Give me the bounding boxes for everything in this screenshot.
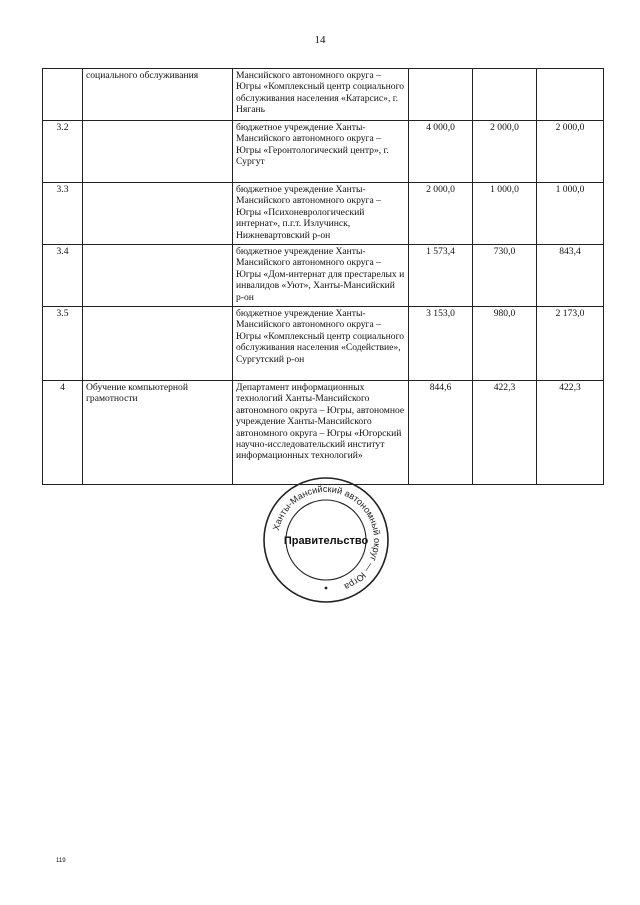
value-2-cell: 1 000,0 xyxy=(537,183,604,245)
table-row xyxy=(43,69,604,121)
measure-name-cell xyxy=(83,183,233,245)
value-1-cell: 980,0 xyxy=(473,307,537,381)
page-number: 14 xyxy=(314,34,326,46)
value-1-cell: 2 000,0 xyxy=(473,121,537,183)
organization-cell: Департамент информационных технологий Ханты-Мансийского автономного округа – Югры, автономное учреждение Ханты-Мансийского автономного округа – Югры «Югорский научно-исследовательский институт информационных технологий» xyxy=(233,381,409,485)
organization-cell: бюджетное учреждение Ханты-Мансийского автономного округа – Югры «Комплексный центр социального обслуживания населения «Содействие», Сургутский р-он xyxy=(233,307,409,381)
table-row xyxy=(43,121,604,183)
seal-ring-text: Ханты-Мансийский автономный округ — Югра xyxy=(270,483,383,593)
measure-name-cell xyxy=(83,121,233,183)
total-cell: 4 000,0 xyxy=(409,121,473,183)
table-row xyxy=(43,307,604,381)
total-cell: 844,6 xyxy=(409,381,473,485)
table-row xyxy=(43,245,604,307)
organization-cell: Мансийского автономного округа – Югры «Комплексный центр социального обслуживания населения «Катарсис», г. Нягань xyxy=(233,69,409,121)
row-number-cell: 4 xyxy=(43,381,83,485)
value-2-cell xyxy=(537,69,604,121)
total-cell: 1 573,4 xyxy=(409,245,473,307)
total-cell: 3 153,0 xyxy=(409,307,473,381)
value-1-cell xyxy=(473,69,537,121)
organization-cell: бюджетное учреждение Ханты-Мансийского автономного округа – Югры «Дом-интернат для престарелых и инвалидов «Уют», Ханты-Мансийский р-он xyxy=(233,245,409,307)
row-number-cell: 3.5 xyxy=(43,307,83,381)
total-cell xyxy=(409,69,473,121)
row-number-cell: 3.2 xyxy=(43,121,83,183)
row-number-cell: 3.3 xyxy=(43,183,83,245)
official-seal xyxy=(260,474,392,606)
organization-cell: бюджетное учреждение Ханты-Мансийского автономного округа – Югры «Психоневрологический интернат», п.г.т. Излучинск, Нижневартовский р-он xyxy=(233,183,409,245)
measure-name-cell xyxy=(83,307,233,381)
measure-name-cell xyxy=(83,245,233,307)
measure-name-cell: Обучение компьютерной грамотности xyxy=(83,381,233,485)
value-2-cell: 2 173,0 xyxy=(537,307,604,381)
total-cell: 2 000,0 xyxy=(409,183,473,245)
seal-center-text: Правительство xyxy=(283,535,369,547)
value-1-cell: 422,3 xyxy=(473,381,537,485)
measure-name-cell: социального обслуживания xyxy=(83,69,233,121)
row-number-cell xyxy=(43,69,83,121)
value-2-cell: 422,3 xyxy=(537,381,604,485)
table-row xyxy=(43,381,604,485)
organization-cell: бюджетное учреждение Ханты-Мансийского автономного округа – Югры «Геронтологический центр», г. Сургут xyxy=(233,121,409,183)
row-number-cell: 3.4 xyxy=(43,245,83,307)
seal-dot-icon xyxy=(325,587,328,590)
value-1-cell: 1 000,0 xyxy=(473,183,537,245)
footer-mark: 119 xyxy=(56,858,66,864)
value-1-cell: 730,0 xyxy=(473,245,537,307)
value-2-cell: 2 000,0 xyxy=(537,121,604,183)
table-row xyxy=(43,183,604,245)
value-2-cell: 843,4 xyxy=(537,245,604,307)
funding-table xyxy=(42,68,604,485)
